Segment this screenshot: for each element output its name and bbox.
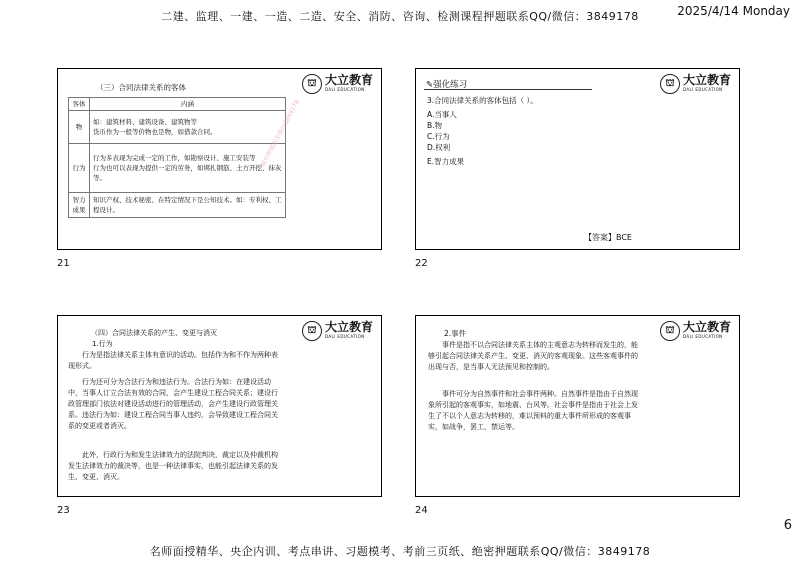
slide-title: 2.事件	[444, 329, 467, 338]
object-content-cell: 如：建筑材料、建筑设备、建筑物等 货币作为一般等价物也是物，如借款合同。	[90, 111, 286, 144]
pen-icon: ✎	[426, 80, 434, 90]
page-number: 6	[783, 518, 792, 533]
object-content-cell: 知识产权、技术秘密、在特定情况下是公知技术。如：专利权、工程设计。	[90, 193, 286, 218]
table-row	[69, 193, 286, 218]
exercise-heading-text: 强化练习	[433, 80, 468, 90]
slide-22	[415, 68, 740, 250]
paragraph: 事件是指不以合同法律关系主体的主观意志为转移而发生的，能够引起合同法律关系产生、变更、消灭的客观现象。这些客观事件的出现与否，是当事人无法预见和控制的。	[428, 341, 638, 371]
paragraph: 行为还可分为合法行为和违法行为。合法行为如：在建设活动中，当事人订立合法有效的合同，会产生建设工程合同关系；建设行政管理部门依法对建设活动进行的管理活动，会产生建设行政管理关系。违法行为如：建设工程合同当事人违约，会导致建设工程合同关系的变更或者消灭。	[68, 378, 278, 430]
slide-logo	[302, 321, 373, 341]
slide-number: 21	[57, 258, 70, 269]
top-header-banner: 二建、监理、一建、一造、二造、安全、消防、咨询、检测课程押题联系QQ/微信：3849178	[161, 10, 639, 23]
logo-sub-text: DALI EDUCATION	[682, 87, 723, 92]
slide-logo	[660, 321, 731, 341]
logo-main-text: 大立教育	[682, 320, 731, 334]
slide-21	[57, 68, 382, 250]
contract-object-table	[68, 97, 286, 218]
logo-sub-text: DALI EDUCATION	[682, 334, 723, 339]
table-header-cell: 客体	[69, 98, 90, 111]
table-row	[69, 111, 286, 144]
slide-title: （三）合同法律关系的客体	[96, 83, 186, 92]
logo-main-text: 大立教育	[324, 320, 373, 334]
dali-logo-icon: ⛫	[302, 321, 322, 341]
logo-main-text: 大立教育	[682, 73, 731, 87]
slide-logo	[660, 74, 731, 94]
slide-subtitle: 1.行为	[92, 340, 113, 348]
logo-main-text: 大立教育	[324, 73, 373, 87]
bottom-footer-banner: 名师面授精华、央企内训、考点串讲、习题模考、考前三页纸、绝密押题联系QQ/微信：3849178	[149, 545, 651, 558]
date-stamp: 2025/4/14 Monday	[677, 4, 790, 18]
paragraph: 此外，行政行为和发生法律效力的法院判决，裁定以及仲裁机构发生法律效力的裁决等，也是一种法律事实，也能引起法律关系的发生、变更、消灭。	[68, 451, 278, 481]
question-text: 3.合同法律关系的客体包括（ ）。	[427, 96, 538, 105]
slide-number: 22	[415, 258, 428, 269]
slide-24	[415, 315, 740, 497]
watermark-text: 精华押题联系微信3849178	[259, 98, 302, 169]
slide-number: 23	[57, 505, 70, 516]
paragraph: 行为是指法律关系主体有意识的活动。包括作为和不作为两种表现形式。	[68, 351, 278, 370]
option-item: B.物	[427, 121, 443, 130]
paragraph: 事件可分为自然事件和社会事件两种。自然事件是指由于自然现象所引起的客观事实，如地震、台风等。社会事件是指由于社会上发生了不以个人意志为转移的，难以预料的重大事件所形成的客观事实，如战争，罢工，禁运等。	[428, 390, 638, 431]
exercise-heading	[426, 78, 467, 90]
logo-sub-text: DALI EDUCATION	[324, 87, 365, 92]
slide-logo	[302, 74, 373, 94]
table-header-row	[69, 98, 286, 111]
option-item: C.行为	[427, 132, 450, 141]
slide-23	[57, 315, 382, 497]
table-row	[69, 144, 286, 193]
object-type-cell: 智力成果	[69, 193, 90, 218]
table-header-cell: 内涵	[90, 98, 286, 111]
option-item: D.权利	[427, 143, 451, 152]
dali-logo-icon: ⛫	[302, 74, 322, 94]
slide-number: 24	[415, 505, 428, 516]
dali-logo-icon: ⛫	[660, 321, 680, 341]
object-content-cell: 行为多表现为完成一定的工作，如勘察设计、施工安装等 行为也可以表现为提供一定的劳务，如绑扎钢筋、土方开挖、抹灰等。	[90, 144, 286, 193]
answer-text: 【答案】BCE	[584, 233, 632, 242]
dali-logo-icon: ⛫	[660, 74, 680, 94]
object-type-cell: 物	[69, 111, 90, 144]
logo-sub-text: DALI EDUCATION	[324, 334, 365, 339]
slide-title: （四）合同法律关系的产生、变更与消灭	[91, 329, 217, 337]
object-type-cell: 行为	[69, 144, 90, 193]
option-item: E.智力成果	[427, 157, 465, 166]
option-item: A.当事人	[427, 110, 457, 119]
